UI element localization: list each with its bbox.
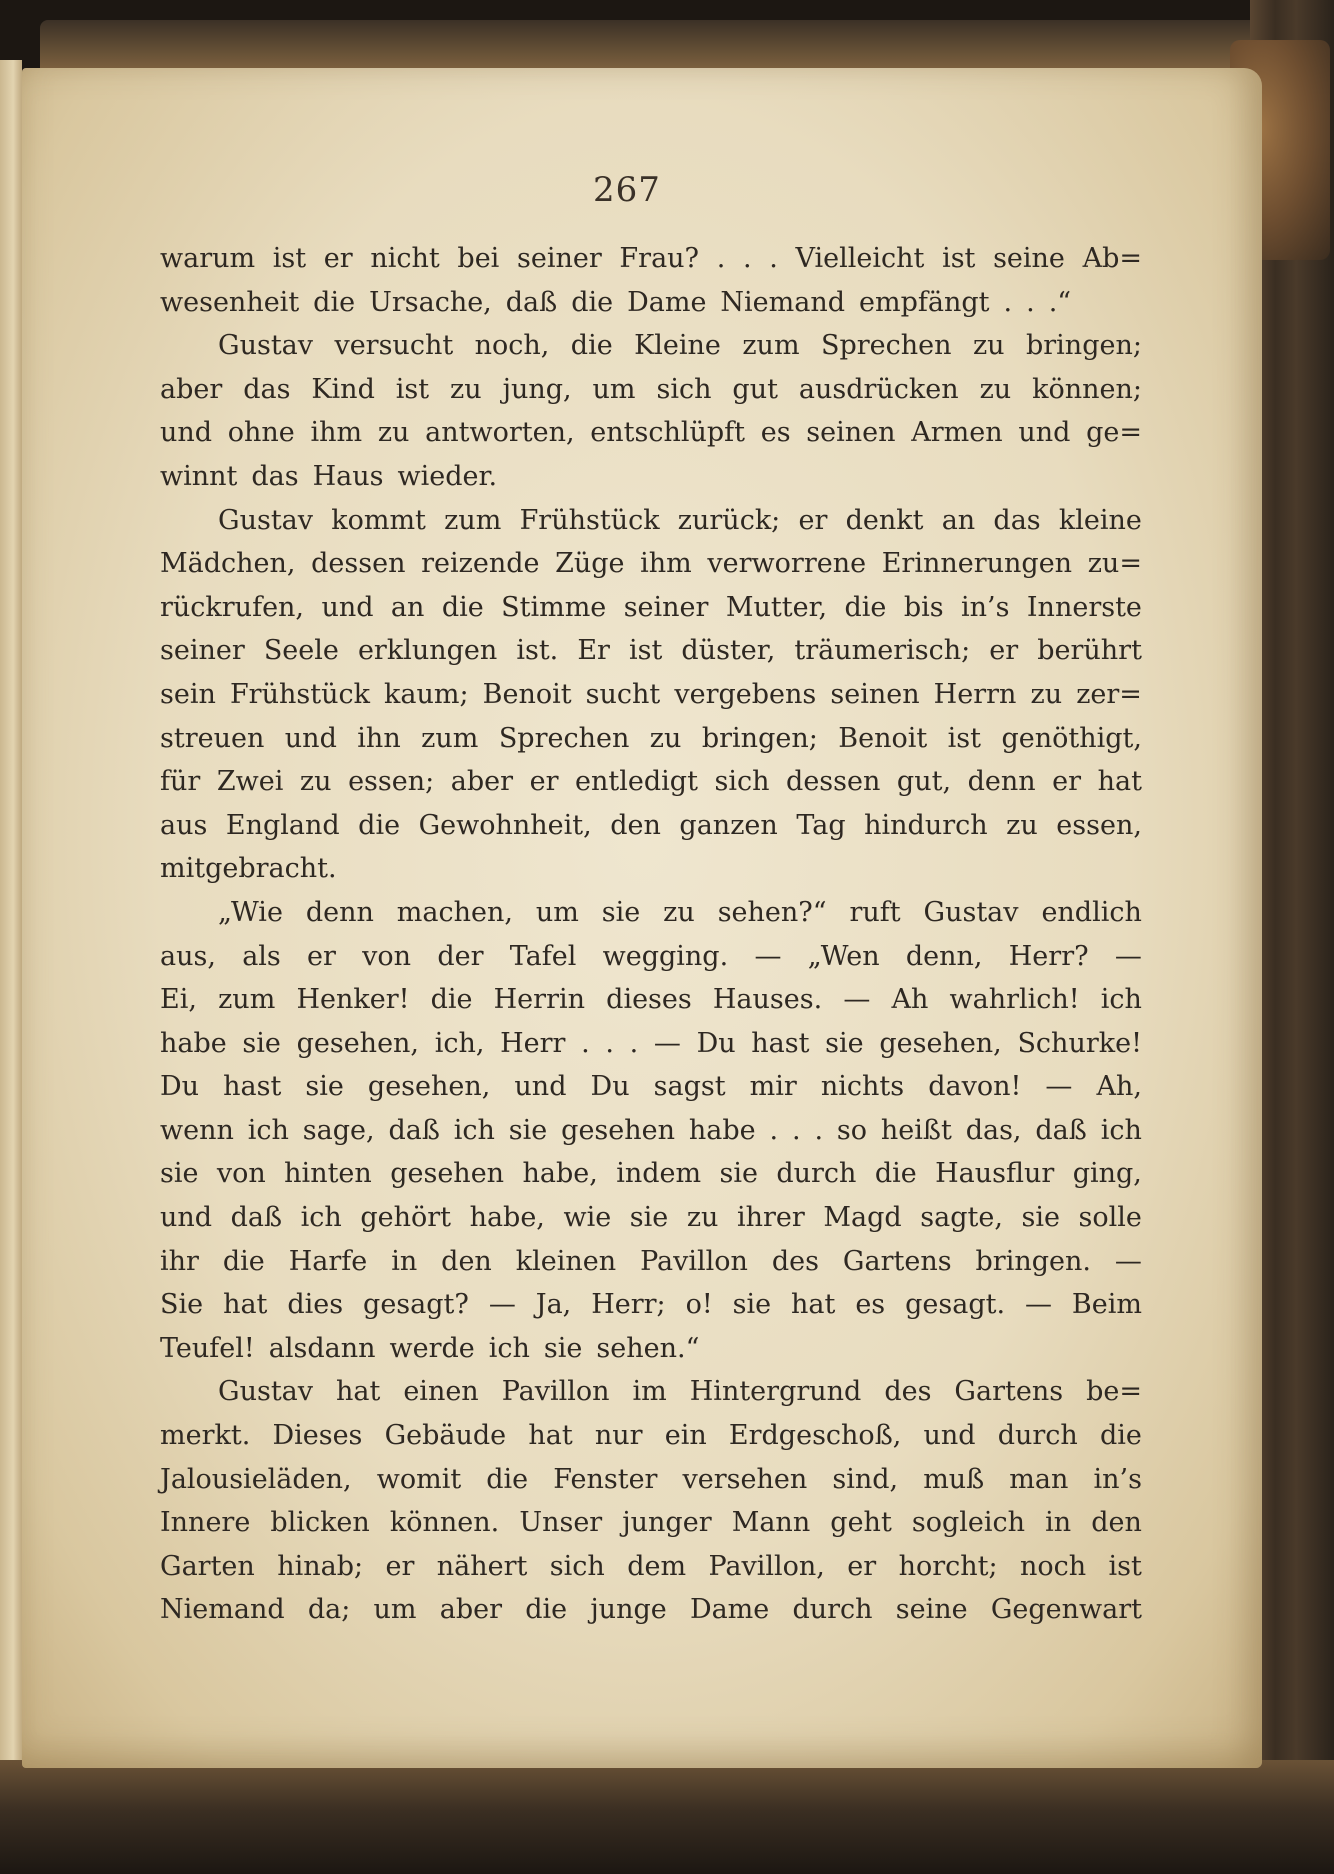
text-line: Niemand da; um aber die junge Dame durch seine Gegenwart [160,1594,1142,1626]
text-line: wenn ich sage, daß ich sie gesehen habe . . . so heißt das, daß ich [160,1114,1142,1146]
text-line: Sie hat dies gesagt? — Ja, Herr; o! sie hat es gesagt. — Beim [160,1289,1142,1321]
text-line: merkt. Dieses Gebäude hat nur ein Erdgeschoß, und durch die [160,1420,1142,1452]
book-page [22,68,1262,1768]
text-line: ihr die Harfe in den kleinen Pavillon des Gartens bringen. — [160,1245,1142,1277]
text-line: seiner Seele erklungen ist. Er ist düster, träumerisch; er berührt [160,635,1142,667]
text-line: Ei, zum Henker! die Herrin dieses Hauses. — Ah wahrlich! ich [160,984,1142,1016]
page-text-block [160,243,1142,1638]
text-line: Gustav hat einen Pavillon im Hintergrund des Gartens be= [218,1376,1142,1408]
text-line: Garten hinab; er nähert sich dem Pavillon, er horcht; noch ist [160,1550,1142,1582]
text-line: winnt das Haus wieder. [160,460,498,492]
text-line: Gustav versucht noch, die Kleine zum Sprechen zu bringen; [218,330,1142,362]
facing-page-edge [0,60,22,1760]
text-line: Innere blicken können. Unser junger Mann geht sogleich in den [160,1507,1142,1539]
text-line: sie von hinten gesehen habe, indem sie durch die Hausflur ging, [160,1158,1142,1190]
text-line: mitgebracht. [160,853,337,885]
text-line: aus England die Gewohnheit, den ganzen Tag hindurch zu essen, [160,809,1142,841]
text-line: und ohne ihm zu antworten, entschlüpft es seinen Armen und ge= [160,417,1142,449]
text-line: Teufel! alsdann werde ich sie sehen.“ [160,1332,700,1364]
text-line: Jalousieläden, womit die Fenster versehen sind, muß man in’s [160,1463,1142,1495]
page-number: 267 [593,170,661,210]
text-line: habe sie gesehen, ich, Herr . . . — Du hast sie gesehen, Schurke! [160,1027,1142,1059]
book-cover-right-edge [1250,0,1334,1874]
text-line: und daß ich gehört habe, wie sie zu ihrer Magd sagte, sie solle [160,1202,1142,1234]
text-line: für Zwei zu essen; aber er entledigt sich dessen gut, denn er hat [160,766,1142,798]
text-line: streuen und ihn zum Sprechen zu bringen; Benoit ist genöthigt, [160,722,1142,754]
text-line: Gustav kommt zum Frühstück zurück; er denkt an das kleine [218,504,1142,536]
book-cover-bottom-edge [0,1760,1334,1874]
text-line: Mädchen, dessen reizende Züge ihm verworrene Erinnerungen zu= [160,548,1142,580]
text-line: Du hast sie gesehen, und Du sagst mir nichts davon! — Ah, [160,1071,1142,1103]
text-line: sein Frühstück kaum; Benoit sucht vergebens seinen Herrn zu zer= [160,678,1142,710]
text-line: warum ist er nicht bei seiner Frau? . . . Vielleicht ist seine Ab= [160,243,1142,274]
text-line: rückrufen, und an die Stimme seiner Mutter, die bis in’s Innerste [160,591,1142,623]
text-line: wesenheit die Ursache, daß die Dame Niemand empfängt . . .“ [160,286,1072,318]
text-line: „Wie denn machen, um sie zu sehen?“ ruft Gustav endlich [218,896,1142,928]
text-line: aus, als er von der Tafel wegging. — „Wen denn, Herr? — [160,940,1142,972]
text-line: aber das Kind ist zu jung, um sich gut ausdrücken zu können; [160,373,1142,405]
